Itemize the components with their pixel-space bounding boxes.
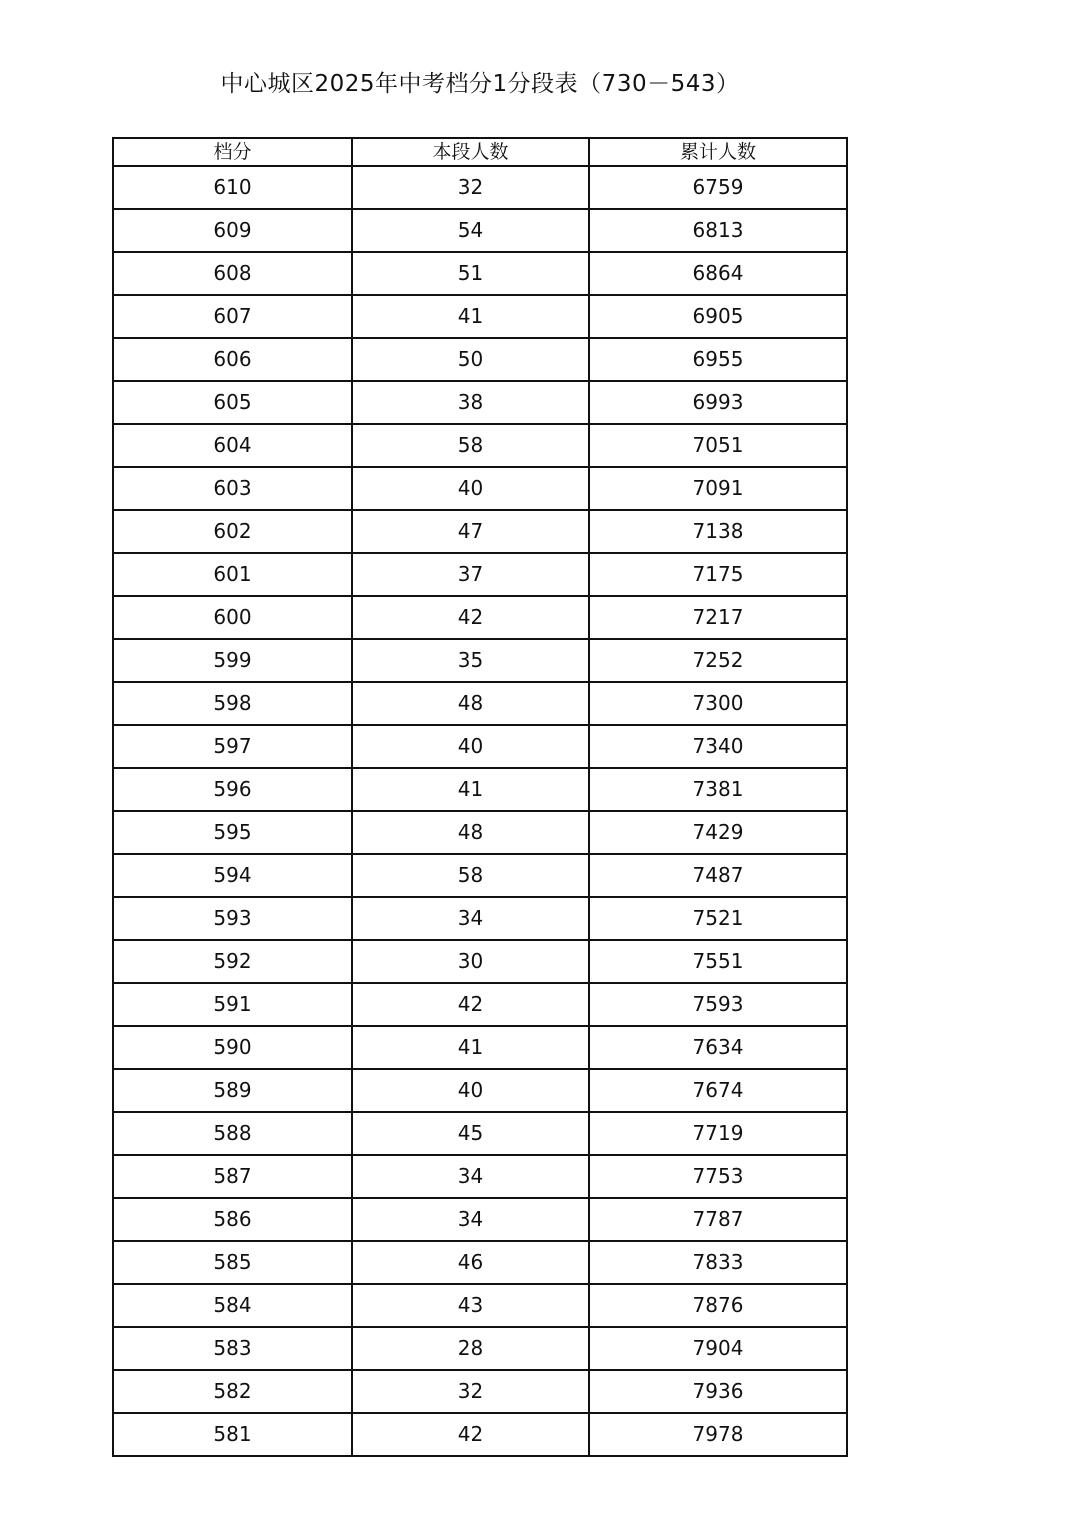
score-cell: 585 — [113, 1241, 352, 1284]
segment-count-cell: 41 — [352, 295, 589, 338]
score-distribution-table — [112, 137, 848, 1457]
score-cell: 604 — [113, 424, 352, 467]
cumulative-count-cell: 7753 — [589, 1155, 847, 1198]
table-row — [113, 381, 847, 424]
table-body — [113, 166, 847, 1456]
score-cell: 600 — [113, 596, 352, 639]
table-row — [113, 1241, 847, 1284]
segment-count-cell: 40 — [352, 467, 589, 510]
cumulative-count-cell: 6864 — [589, 252, 847, 295]
segment-count-cell: 42 — [352, 1413, 589, 1456]
header-segment-count: 本段人数 — [352, 138, 589, 166]
score-cell: 582 — [113, 1370, 352, 1413]
table-row — [113, 1370, 847, 1413]
segment-count-cell: 34 — [352, 1155, 589, 1198]
score-cell: 610 — [113, 166, 352, 209]
score-cell: 591 — [113, 983, 352, 1026]
score-cell: 606 — [113, 338, 352, 381]
table-row — [113, 1198, 847, 1241]
table-row — [113, 639, 847, 682]
score-cell: 599 — [113, 639, 352, 682]
segment-count-cell: 34 — [352, 1198, 589, 1241]
segment-count-cell: 54 — [352, 209, 589, 252]
cumulative-count-cell: 7833 — [589, 1241, 847, 1284]
table-row — [113, 166, 847, 209]
score-cell: 590 — [113, 1026, 352, 1069]
segment-count-cell: 41 — [352, 1026, 589, 1069]
table-row — [113, 682, 847, 725]
score-cell: 601 — [113, 553, 352, 596]
score-cell: 581 — [113, 1413, 352, 1456]
cumulative-count-cell: 7521 — [589, 897, 847, 940]
score-cell: 603 — [113, 467, 352, 510]
cumulative-count-cell: 7551 — [589, 940, 847, 983]
score-cell: 594 — [113, 854, 352, 897]
score-cell: 588 — [113, 1112, 352, 1155]
cumulative-count-cell: 7429 — [589, 811, 847, 854]
segment-count-cell: 30 — [352, 940, 589, 983]
score-cell: 586 — [113, 1198, 352, 1241]
table-row — [113, 1026, 847, 1069]
table-row — [113, 725, 847, 768]
cumulative-count-cell: 7978 — [589, 1413, 847, 1456]
table-row — [113, 983, 847, 1026]
score-cell: 605 — [113, 381, 352, 424]
table-row — [113, 295, 847, 338]
cumulative-count-cell: 7381 — [589, 768, 847, 811]
segment-count-cell: 47 — [352, 510, 589, 553]
cumulative-count-cell: 7091 — [589, 467, 847, 510]
table-row — [113, 553, 847, 596]
table-row — [113, 252, 847, 295]
table-row — [113, 768, 847, 811]
score-cell: 584 — [113, 1284, 352, 1327]
segment-count-cell: 40 — [352, 725, 589, 768]
table-row — [113, 596, 847, 639]
table-header-row — [113, 138, 847, 166]
score-cell: 589 — [113, 1069, 352, 1112]
segment-count-cell: 32 — [352, 1370, 589, 1413]
table-row — [113, 811, 847, 854]
table-row — [113, 940, 847, 983]
cumulative-count-cell: 7252 — [589, 639, 847, 682]
segment-count-cell: 40 — [352, 1069, 589, 1112]
table-row — [113, 467, 847, 510]
segment-count-cell: 34 — [352, 897, 589, 940]
cumulative-count-cell: 7936 — [589, 1370, 847, 1413]
table-row — [113, 1155, 847, 1198]
table-row — [113, 1327, 847, 1370]
cumulative-count-cell: 7487 — [589, 854, 847, 897]
segment-count-cell: 48 — [352, 682, 589, 725]
segment-count-cell: 35 — [352, 639, 589, 682]
segment-count-cell: 43 — [352, 1284, 589, 1327]
cumulative-count-cell: 7051 — [589, 424, 847, 467]
score-cell: 607 — [113, 295, 352, 338]
segment-count-cell: 32 — [352, 166, 589, 209]
cumulative-count-cell: 7300 — [589, 682, 847, 725]
cumulative-count-cell: 7674 — [589, 1069, 847, 1112]
segment-count-cell: 38 — [352, 381, 589, 424]
table-row — [113, 1112, 847, 1155]
cumulative-count-cell: 7634 — [589, 1026, 847, 1069]
cumulative-count-cell: 6955 — [589, 338, 847, 381]
cumulative-count-cell: 7340 — [589, 725, 847, 768]
score-cell: 602 — [113, 510, 352, 553]
segment-count-cell: 51 — [352, 252, 589, 295]
segment-count-cell: 50 — [352, 338, 589, 381]
score-cell: 587 — [113, 1155, 352, 1198]
table-row — [113, 209, 847, 252]
segment-count-cell: 48 — [352, 811, 589, 854]
score-cell: 595 — [113, 811, 352, 854]
segment-count-cell: 42 — [352, 596, 589, 639]
cumulative-count-cell: 7719 — [589, 1112, 847, 1155]
cumulative-count-cell: 7787 — [589, 1198, 847, 1241]
score-cell: 592 — [113, 940, 352, 983]
segment-count-cell: 46 — [352, 1241, 589, 1284]
table-row — [113, 1284, 847, 1327]
segment-count-cell: 45 — [352, 1112, 589, 1155]
segment-count-cell: 42 — [352, 983, 589, 1026]
table-row — [113, 338, 847, 381]
page-title: 中心城区2025年中考档分1分段表（730－543） — [220, 71, 740, 97]
table-row — [113, 1069, 847, 1112]
table-row — [113, 854, 847, 897]
score-cell: 593 — [113, 897, 352, 940]
cumulative-count-cell: 7217 — [589, 596, 847, 639]
segment-count-cell: 28 — [352, 1327, 589, 1370]
cumulative-count-cell: 6905 — [589, 295, 847, 338]
score-cell: 596 — [113, 768, 352, 811]
table-row — [113, 510, 847, 553]
score-cell: 608 — [113, 252, 352, 295]
cumulative-count-cell: 6993 — [589, 381, 847, 424]
table-row — [113, 424, 847, 467]
segment-count-cell: 37 — [352, 553, 589, 596]
cumulative-count-cell: 6759 — [589, 166, 847, 209]
score-cell: 597 — [113, 725, 352, 768]
segment-count-cell: 41 — [352, 768, 589, 811]
cumulative-count-cell: 7876 — [589, 1284, 847, 1327]
cumulative-count-cell: 6813 — [589, 209, 847, 252]
header-score: 档分 — [113, 138, 352, 166]
cumulative-count-cell: 7175 — [589, 553, 847, 596]
cumulative-count-cell: 7138 — [589, 510, 847, 553]
table-row — [113, 1413, 847, 1456]
table-row — [113, 897, 847, 940]
header-cumulative-count: 累计人数 — [589, 138, 847, 166]
cumulative-count-cell: 7904 — [589, 1327, 847, 1370]
score-cell: 583 — [113, 1327, 352, 1370]
segment-count-cell: 58 — [352, 854, 589, 897]
segment-count-cell: 58 — [352, 424, 589, 467]
score-cell: 598 — [113, 682, 352, 725]
score-cell: 609 — [113, 209, 352, 252]
cumulative-count-cell: 7593 — [589, 983, 847, 1026]
